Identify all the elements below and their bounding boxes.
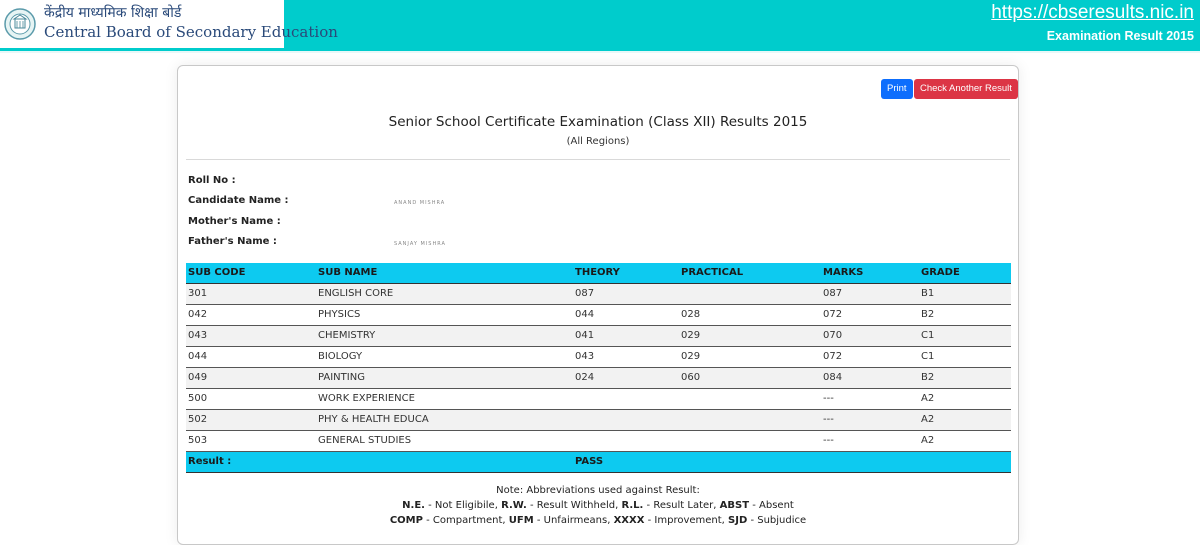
sub-name: BIOLOGY [316,346,573,367]
top-header-bar [0,0,1200,51]
column-header-sub-code: SUB CODE [186,263,316,283]
sub-code: 043 [186,325,316,346]
exam-title: Senior School Certificate Examination (Class XII) Results 2015 [388,114,808,130]
grade: A2 [919,430,1011,451]
grade: B2 [919,367,1011,388]
candidate-name-label: Candidate Name : [188,195,289,206]
abbr: ABST [719,500,750,511]
sub-name: PHY & HEALTH EDUCA [316,409,573,430]
print-button[interactable]: Print [881,79,913,99]
total-marks: 072 [821,304,919,325]
abbr-meaning: - Unfairmeans, [533,515,614,526]
title-divider [186,159,1010,160]
sub-name: ENGLISH CORE [316,283,573,304]
theory-marks: 043 [573,346,679,367]
sub-code: 503 [186,430,316,451]
sub-name: PHYSICS [316,304,573,325]
org-name-hindi: केंद्रीय माध्यमिक शिक्षा बोर्ड [44,5,182,21]
theory-marks: 087 [573,283,679,304]
candidate-name-value: ANAND MISHRA [394,200,446,206]
theory-marks: 044 [573,304,679,325]
abbr: UFM [508,515,534,526]
result-card [177,65,1019,545]
abbr-meaning: - Result Later, [643,500,720,511]
grade: C1 [919,346,1011,367]
cbse-emblem-icon [3,4,37,44]
sub-code: 044 [186,346,316,367]
result-row [186,451,1011,472]
abbr-meaning: - Not Eligibile, [424,500,502,511]
theory-marks: 041 [573,325,679,346]
father-name-value: SANJAY MISHRA [394,241,446,247]
column-header-grade: GRADE [919,263,1011,283]
result-label: Result : [186,451,573,472]
abbr: R.W. [501,500,527,511]
total-marks: --- [821,430,919,451]
table-row [186,430,1011,451]
site-url-link[interactable]: https://cbseresults.nic.in [991,2,1194,23]
total-marks: 084 [821,367,919,388]
abbreviations-line-1 [178,500,1018,511]
marks-table [186,263,1011,473]
table-row [186,367,1011,388]
sub-code: 042 [186,304,316,325]
practical-marks: 060 [679,367,821,388]
practical-marks [679,283,821,304]
sub-name: PAINTING [316,367,573,388]
practical-marks [679,388,821,409]
practical-marks: 028 [679,304,821,325]
column-header-marks: MARKS [821,263,919,283]
site-subtitle: Examination Result 2015 [1046,29,1194,43]
table-header-row [186,263,1011,283]
abbr: SJD [728,515,748,526]
cbse-brand [0,0,338,48]
org-name-english: Central Board of Secondary Education [44,23,338,41]
exam-subtitle: (All Regions) [566,136,630,147]
theory-marks [573,388,679,409]
father-name-label: Father's Name : [188,236,277,247]
sub-code: 502 [186,409,316,430]
sub-code: 049 [186,367,316,388]
table-row [186,304,1011,325]
abbr: COMP [389,515,423,526]
column-header-sub-name: SUB NAME [316,263,573,283]
grade: B2 [919,304,1011,325]
table-row [186,409,1011,430]
sub-name: CHEMISTRY [316,325,573,346]
theory-marks [573,409,679,430]
grade: C1 [919,325,1011,346]
practical-marks [679,409,821,430]
grade: B1 [919,283,1011,304]
abbr-meaning: - Subjudice [747,515,807,526]
sub-name: WORK EXPERIENCE [316,388,573,409]
practical-marks: 029 [679,325,821,346]
sub-name: GENERAL STUDIES [316,430,573,451]
abbr: XXXX [613,515,645,526]
total-marks: --- [821,409,919,430]
abbr: N.E. [402,500,425,511]
total-marks: --- [821,388,919,409]
table-row [186,283,1011,304]
table-row [186,325,1011,346]
practical-marks: 029 [679,346,821,367]
roll-no-label: Roll No : [188,175,236,186]
total-marks: 087 [821,283,919,304]
table-row [186,346,1011,367]
abbr-meaning: - Absent [749,500,794,511]
grade: A2 [919,409,1011,430]
practical-marks [679,430,821,451]
total-marks: 072 [821,346,919,367]
table-row [186,388,1011,409]
column-header-practical: PRACTICAL [679,263,821,283]
sub-code: 500 [186,388,316,409]
sub-code: 301 [186,283,316,304]
check-another-result-button[interactable]: Check Another Result [914,79,1018,99]
total-marks: 070 [821,325,919,346]
column-header-theory: THEORY [573,263,679,283]
result-value: PASS [573,451,1011,472]
abbr-meaning: - Result Withheld, [526,500,622,511]
theory-marks [573,430,679,451]
header-divider [0,51,1200,53]
abbreviations-line-2 [178,515,1018,526]
grade: A2 [919,388,1011,409]
abbr-meaning: - Improvement, [644,515,729,526]
mother-name-label: Mother's Name : [188,216,281,227]
abbr: R.L. [621,500,644,511]
theory-marks: 024 [573,367,679,388]
abbr-meaning: - Compartment, [422,515,509,526]
abbreviations-note-heading: Note: Abbreviations used against Result: [496,485,700,496]
